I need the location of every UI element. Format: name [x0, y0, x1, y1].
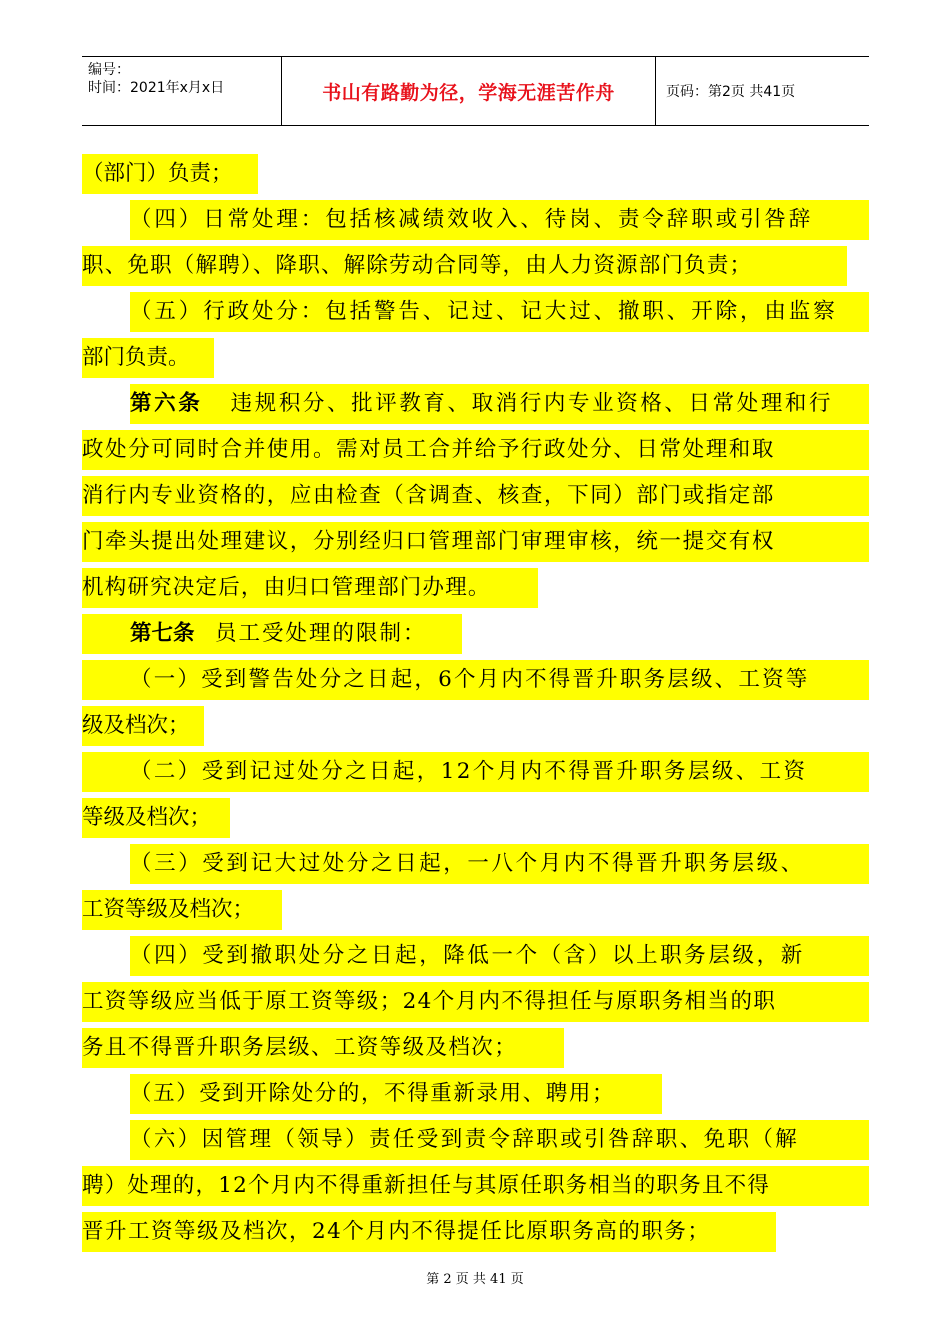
- text-line: 部门负责。: [82, 338, 214, 378]
- article-six-label: 第六条: [130, 391, 203, 416]
- text-line: （一）受到警告处分之日起，6个月内不得晋升职务层级、工资等: [82, 660, 869, 700]
- text-line: 工资等级应当低于原工资等级；24个月内不得担任与原职务相当的职: [82, 982, 869, 1022]
- text-line: 晋升工资等级及档次，24个月内不得提任比原职务高的职务；: [82, 1212, 776, 1252]
- text-line: （六）因管理（领导）责任受到责令辞职或引咎辞职、免职（解: [82, 1120, 869, 1160]
- doc-time: 时间：2021年x月x日: [88, 80, 225, 96]
- text-line: （五）行政处分：包括警告、记过、记大过、撤职、开除，由监察: [82, 292, 869, 332]
- text-line: 工资等级及档次；: [82, 890, 282, 930]
- header-motto: 书山有路勤为径，学海无涯苦作舟: [282, 57, 656, 125]
- text-line: （三）受到记大过处分之日起，一八个月内不得晋升职务层级、: [82, 844, 869, 884]
- text-line: （四）日常处理：包括核减绩效收入、待岗、责令辞职或引咎辞: [82, 200, 869, 240]
- text-line: 务且不得晋升职务层级、工资等级及档次；: [82, 1028, 564, 1068]
- header-page: 页码：第2页 共41页: [666, 84, 796, 100]
- doc-number: 编号：: [88, 62, 130, 78]
- text-line: （四）受到撤职处分之日起，降低一个（含）以上职务层级，新: [82, 936, 869, 976]
- page-footer: 第 2 页 共 41 页: [426, 1272, 524, 1287]
- text-line: （部门）负责；: [82, 154, 258, 194]
- text-line: 门牵头提出处理建议，分别经归口管理部门审理审核，统一提交有权: [82, 522, 869, 562]
- text-line: 政处分可同时合并使用。需对员工合并给予行政处分、日常处理和取: [82, 430, 869, 470]
- text-line: 聘）处理的，12个月内不得重新担任与其原任职务相当的职务且不得: [82, 1166, 869, 1206]
- text-line: 级及档次；: [82, 706, 204, 746]
- text-line: （二）受到记过处分之日起，12个月内不得晋升职务层级、工资: [82, 752, 869, 792]
- text-line: 消行内专业资格的，应由检查（含调查、核查，下同）部门或指定部: [82, 476, 869, 516]
- text-line: 第七条 员工受处理的限制：: [82, 614, 462, 654]
- text-line: 第六条 违规积分、批评教育、取消行内专业资格、日常处理和行: [82, 384, 869, 424]
- article-seven-label: 第七条: [130, 621, 195, 646]
- text-line: （五）受到开除处分的，不得重新录用、聘用；: [82, 1074, 662, 1114]
- text-line: 等级及档次；: [82, 798, 230, 838]
- header-meta: [82, 57, 282, 125]
- text-line: 机构研究决定后，由归口管理部门办理。: [82, 568, 538, 608]
- document-header: [82, 56, 869, 126]
- text-line: 职、免职（解聘）、降职、解除劳动合同等，由人力资源部门负责；: [82, 246, 869, 286]
